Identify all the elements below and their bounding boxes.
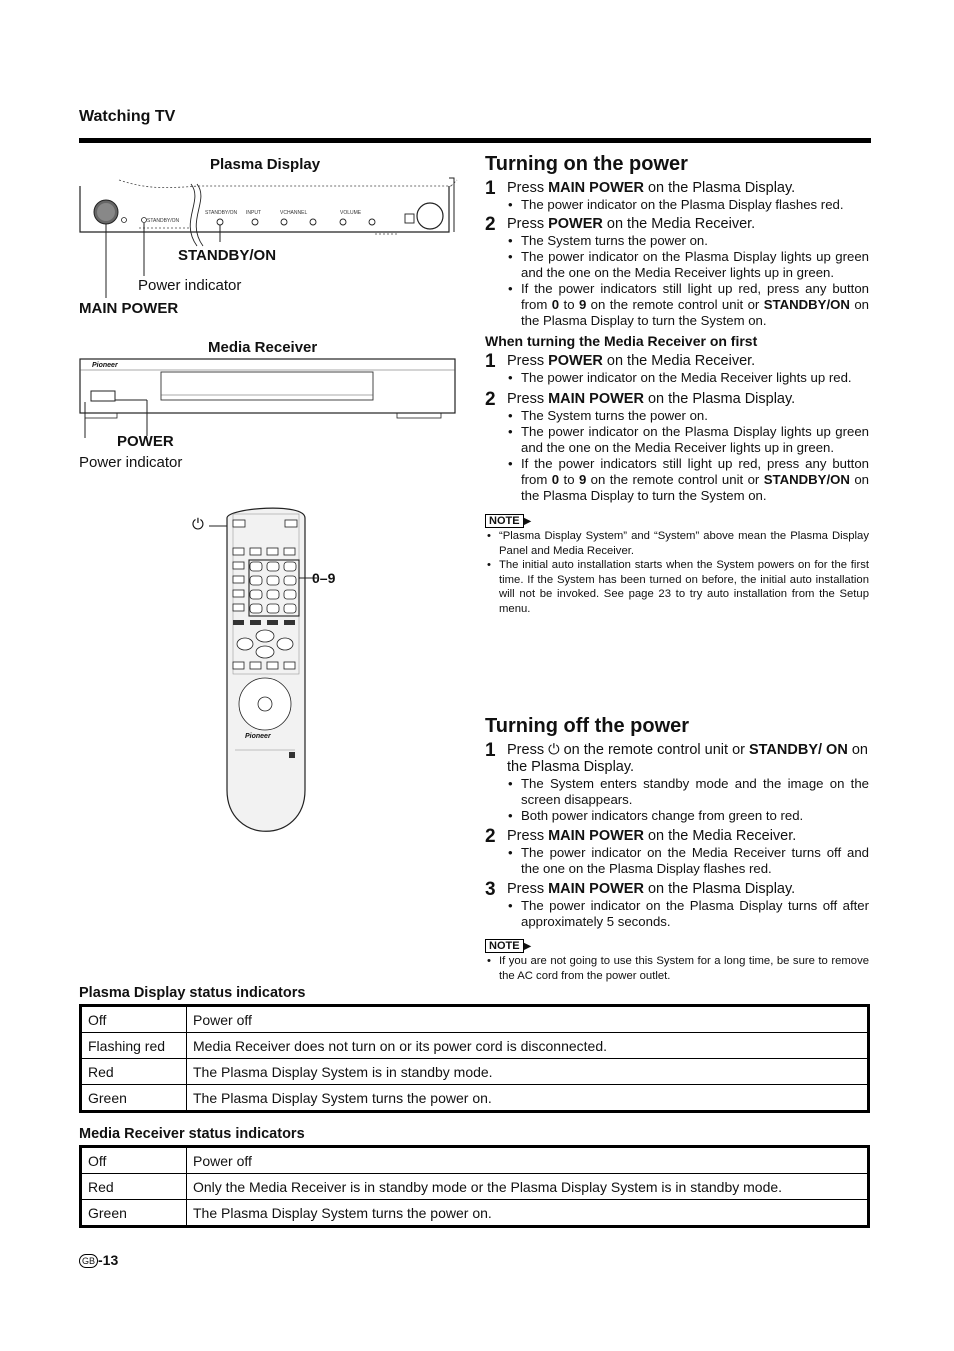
note-list xyxy=(485,954,869,983)
step-text: on the Media Receiver. xyxy=(602,353,756,369)
step-bullets xyxy=(485,233,869,329)
step-text: Press xyxy=(507,391,549,407)
small-standby-label: STANDBY/ON xyxy=(147,218,180,224)
note-header xyxy=(485,511,869,529)
table-cell: Media Receiver does not turn on or its power cord is disconnected. xyxy=(187,1033,869,1059)
step-2 xyxy=(485,216,869,233)
step-bullets xyxy=(485,845,869,877)
bullet-text: to xyxy=(559,472,579,487)
panel-button-label: INPUT xyxy=(246,210,261,216)
bullet-key: 0 xyxy=(551,297,560,312)
table-row xyxy=(81,1059,869,1085)
bullet-key: 0 xyxy=(551,472,560,487)
step-text: Press xyxy=(507,353,549,369)
step-text: Press xyxy=(507,881,549,897)
step-text: Press xyxy=(507,216,549,232)
main-power-callout: MAIN POWER xyxy=(79,300,179,317)
bullet-item: • The System turns the power on. xyxy=(485,233,869,249)
table-cell: Red xyxy=(81,1059,187,1085)
header-rule xyxy=(79,138,871,143)
power-callout: POWER xyxy=(117,433,174,450)
remote-control-diagram xyxy=(205,500,355,845)
table-row xyxy=(81,1085,869,1112)
table-cell: Off xyxy=(81,1006,187,1033)
step-key: MAIN POWER xyxy=(548,391,644,407)
turning-off-heading: Turning off the power xyxy=(485,715,690,737)
bullet-text: on the Plasma Display to turn the System on. xyxy=(521,297,870,328)
table-row xyxy=(81,1006,869,1033)
step-text: Press xyxy=(507,742,549,758)
step-text: on the Media Receiver. xyxy=(602,216,756,232)
table-row xyxy=(81,1033,869,1059)
step-number: 1 xyxy=(485,351,496,372)
table-cell: Off xyxy=(81,1147,187,1174)
panel-button-label: VOLUME xyxy=(340,210,362,216)
bullet-item xyxy=(485,456,869,504)
step-1 xyxy=(485,353,869,370)
note-item: • The initial auto installation starts when the System powers on for the first time. If the System has been turned on before, the initial auto installation will not be invoked. See page 23 to try auto installation from the Setup menu. xyxy=(485,558,869,616)
step-text: on the Plasma Display. xyxy=(643,180,796,196)
media-receiver-title: Media Receiver xyxy=(208,339,318,356)
receiver-brand-logo: Pioneer xyxy=(92,362,118,369)
table-row xyxy=(81,1174,869,1200)
step-key: POWER xyxy=(548,216,603,232)
note-item: • If you are not going to use this System for a long time, be sure to remove the AC cord from the power outlet. xyxy=(485,954,869,983)
step-bullets xyxy=(485,776,869,824)
step-text: on the Plasma Display. xyxy=(507,742,868,775)
bullet-item: • The System enters standby mode and the image on the screen disappears. xyxy=(485,776,869,808)
receiver-status-title: Media Receiver status indicators xyxy=(79,1126,305,1142)
plasma-status-table xyxy=(79,1004,870,1113)
bullet-text: on the Plasma Display to turn the System on. xyxy=(521,472,870,503)
step-bullets xyxy=(485,370,869,386)
table-cell: Green xyxy=(81,1200,187,1227)
table-cell: Green xyxy=(81,1085,187,1112)
table-cell: Power off xyxy=(187,1006,869,1033)
plasma-display-diagram xyxy=(79,176,459,306)
turning-off-section xyxy=(485,715,869,983)
note-arrow-icon: ▶ xyxy=(523,941,532,952)
step-number: 2 xyxy=(485,389,496,410)
step-2 xyxy=(485,391,869,408)
bullet-key: 9 xyxy=(578,472,587,487)
note-label: NOTE xyxy=(485,514,524,528)
bullet-item: • The power indicator on the Media Receiver lights up red. xyxy=(485,370,869,386)
power-indicator-callout: Power indicator xyxy=(138,277,242,294)
turning-on-heading: Turning on the power xyxy=(485,153,688,175)
panel-button-label: VCHANNEL xyxy=(280,210,308,216)
media-receiver-diagram xyxy=(79,358,459,438)
bullet-item: • The power indicator on the Plasma Display flashes red. xyxy=(485,197,869,213)
step-text: on the Media Receiver. xyxy=(643,828,797,844)
page-number-text: -13 xyxy=(98,1252,119,1268)
bullet-text: on the remote control unit or xyxy=(586,472,764,487)
note-label: NOTE xyxy=(485,939,524,953)
step-text: on the Plasma Display. xyxy=(643,881,796,897)
table-cell: The Plasma Display System is in standby mode. xyxy=(187,1059,869,1085)
table-cell: The Plasma Display System turns the power on. xyxy=(187,1200,869,1227)
note-arrow-icon: ▶ xyxy=(523,516,532,527)
bullet-item: • The power indicator on the Plasma Display lights up green and the one on the Media Receiver lights up in green. xyxy=(485,424,869,456)
media-receiver-first-subheading: When turning the Media Receiver on first xyxy=(485,333,758,349)
step-bullets xyxy=(485,898,869,930)
table-cell: The Plasma Display System turns the power on. xyxy=(187,1085,869,1112)
standby-on-callout: STANDBY/ON xyxy=(178,247,277,264)
bullet-item: • The power indicator on the Plasma Display lights up green and the one on the Media Receiver lights up in green. xyxy=(485,249,869,281)
section-title: Watching TV xyxy=(79,108,176,125)
note-item: • “Plasma Display System” and “System” above mean the Plasma Display Panel and Media Receiver. xyxy=(485,529,869,558)
note-header xyxy=(485,936,869,954)
step-text: on the remote control unit or xyxy=(559,742,749,758)
step-bullets xyxy=(485,408,869,504)
bullet-item: • The power indicator on the Media Receiver turns off and the one on the Plasma Display flashes red. xyxy=(485,845,869,877)
plasma-status-title: Plasma Display status indicators xyxy=(79,985,306,1001)
step-3 xyxy=(485,881,869,898)
step-key: POWER xyxy=(548,353,603,369)
step-key: MAIN POWER xyxy=(548,828,644,844)
step-text: on the Plasma Display. xyxy=(643,391,796,407)
step-1 xyxy=(485,742,869,776)
bullet-text: If the power indicators still light up red, press any button from xyxy=(521,281,869,312)
step-text: Press xyxy=(507,828,549,844)
step-key: STANDBY/ ON xyxy=(748,742,848,758)
page-number xyxy=(79,1252,118,1268)
remote-brand-logo: Pioneer xyxy=(245,733,271,740)
power-symbol-icon: ⏻ xyxy=(548,742,560,758)
panel-button-label: STANDBY/ON xyxy=(205,210,238,216)
bullet-key: 9 xyxy=(578,297,587,312)
step-1 xyxy=(485,180,869,197)
step-text: Press xyxy=(507,180,549,196)
step-number: 1 xyxy=(485,178,496,199)
receiver-indicator-callout: Power indicator xyxy=(79,454,183,471)
plasma-display-title: Plasma Display xyxy=(210,156,321,173)
table-row xyxy=(81,1147,869,1174)
bullet-text: to xyxy=(559,297,579,312)
step-key: MAIN POWER xyxy=(548,180,644,196)
table-cell: Flashing red xyxy=(81,1033,187,1059)
turning-on-section xyxy=(485,153,869,616)
bullet-key: STANDBY/ON xyxy=(763,472,850,487)
step-key: MAIN POWER xyxy=(548,881,644,897)
bullet-item: • The power indicator on the Plasma Display turns off after approximately 5 seconds. xyxy=(485,898,869,930)
table-cell: Power off xyxy=(187,1147,869,1174)
receiver-status-table xyxy=(79,1145,870,1228)
power-symbol-callout: ⏻ xyxy=(192,516,204,533)
step-number: 3 xyxy=(485,879,496,900)
table-cell: Red xyxy=(81,1174,187,1200)
digits-callout: 0–9 xyxy=(312,570,336,586)
bullet-text: If the power indicators still light up red, press any button from xyxy=(521,456,869,487)
step-number: 1 xyxy=(485,740,496,761)
step-2 xyxy=(485,828,869,845)
note-list xyxy=(485,529,869,616)
table-cell: Only the Media Receiver is in standby mode or the Plasma Display System is in standby mode. xyxy=(187,1174,869,1200)
bullet-item xyxy=(485,281,869,329)
gb-badge: GB xyxy=(79,1254,98,1268)
step-number: 2 xyxy=(485,826,496,847)
step-bullets xyxy=(485,197,869,213)
bullet-key: STANDBY/ON xyxy=(763,297,850,312)
table-row xyxy=(81,1200,869,1227)
bullet-item: • The System turns the power on. xyxy=(485,408,869,424)
bullet-text: on the remote control unit or xyxy=(586,297,764,312)
step-number: 2 xyxy=(485,214,496,235)
bullet-item: • Both power indicators change from green to red. xyxy=(485,808,869,824)
